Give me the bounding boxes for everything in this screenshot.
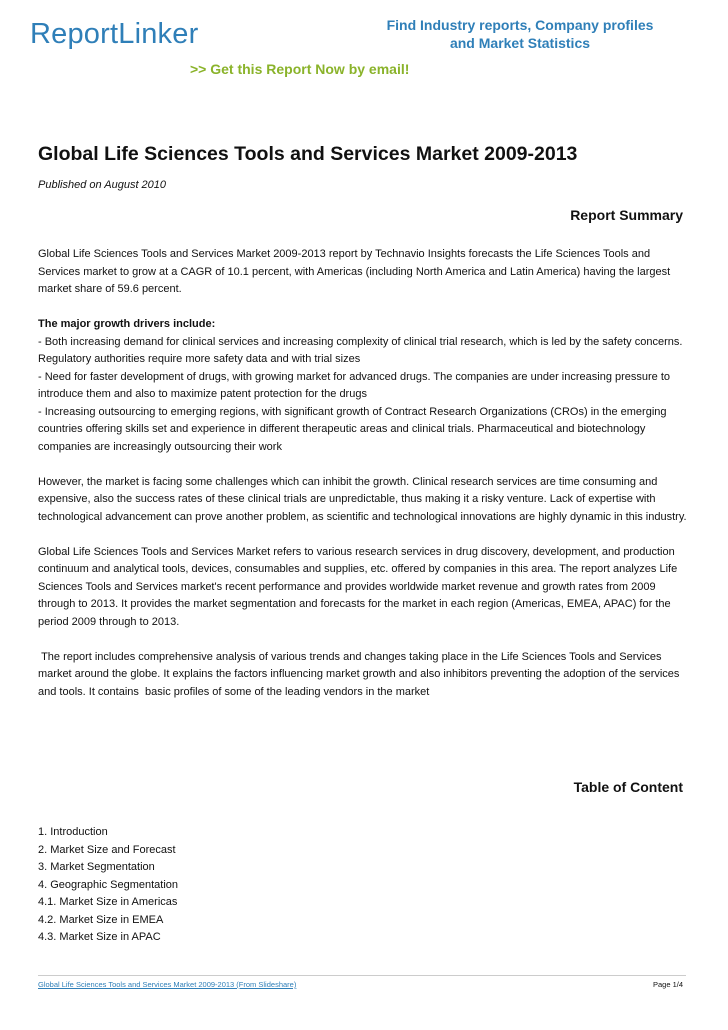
- toc-item: 4. Geographic Segmentation: [38, 878, 179, 891]
- table-of-content-list: [38, 824, 178, 947]
- growth-driver-item: - Both increasing demand for clinical services and increasing complexity of clinical trial research, which is led by the safety concerns. Regulatory authorities require more safety data and with trial sizes: [38, 335, 683, 365]
- reportlinker-logo[interactable]: ReportLinker: [30, 18, 199, 50]
- header-tagline: [380, 16, 660, 52]
- summary-paragraph: However, the market is facing some challenges which can inhibit the growth. Clinical research services are time consuming and expensive, also the success rates of these clinical trials are unpredictable, thus making it a risky venture. Lack of expertise with technological advancement can prove another problem, as scientific and technological innovations are highly dynamic in this industry.: [38, 475, 687, 523]
- footer-divider: [38, 975, 686, 976]
- toc-item: 2. Market Size and Forecast: [38, 843, 176, 856]
- table-of-content-heading: Table of Content: [573, 779, 683, 795]
- tagline-line-1: Find Industry reports, Company profiles: [386, 17, 654, 33]
- toc-item: 4.3. Market Size in APAC: [38, 931, 161, 943]
- tagline-line-2: and Market Statistics: [449, 35, 591, 51]
- report-summary-body: [38, 246, 690, 719]
- toc-item: 3. Market Segmentation: [38, 861, 155, 873]
- published-date: Published on August 2010: [38, 179, 167, 191]
- summary-paragraph: The report includes comprehensive analysis of various trends and changes taking place in the Life Sciences Tools and Services market around the globe. It explains the factors influencing market growth and also inhibitors preventing the adoption of the services and tools. It contains basic profiles of some of the leading vendors in the market: [38, 650, 683, 698]
- footer-source-link[interactable]: Global Life Sciences Tools and Services Market 2009-2013 (From Slideshare): [38, 980, 297, 989]
- toc-item: 4.2. Market Size in EMEA: [38, 913, 164, 926]
- get-report-email-link[interactable]: >> Get this Report Now by email!: [190, 61, 410, 77]
- toc-item: 4.1. Market Size in Americas: [38, 896, 178, 908]
- growth-drivers-block: [38, 316, 690, 456]
- page-number: Page 1/4: [652, 980, 683, 989]
- report-summary-heading: Report Summary: [570, 207, 683, 223]
- summary-paragraph: Global Life Sciences Tools and Services Market refers to various research services in drug discovery, development, and production continuum and analytical tools, devices, consumables and supplies, etc. offered by companies in this area. The report analyzes Life Sciences Tools and Services market's recent performance and provides worldwide market revenue and growth rates from 2009 through to 2013. It provides the market segmentation and forecasts for the market in each region (Americas, EMEA, APAC) for the period 2009 through to 2013.: [38, 545, 678, 628]
- growth-driver-item: - Increasing outsourcing to emerging regions, with significant growth of Contract Research Organizations (CROs) in the emerging countries offering skills set and experience in different therapeutic areas and clinical trials. Pharmaceutical and biotechnology companies are increasingly outsourcing their work: [38, 405, 667, 453]
- growth-drivers-heading: The major growth drivers include:: [38, 318, 216, 330]
- summary-paragraph: Global Life Sciences Tools and Services Market 2009-2013 report by Technavio Insights forecasts the Life Sciences Tools and Services market to grow at a CAGR of 10.1 percent, with Americas (including North America and Latin America) having the largest market share of 59.6 percent.: [38, 248, 671, 295]
- growth-driver-item: - Need for faster development of drugs, with growing market for advanced drugs. The companies are under increasing pressure to introduce them and also to maximize patent protection for the drugs: [38, 370, 671, 400]
- report-title: Global Life Sciences Tools and Services Market 2009-2013: [38, 143, 578, 165]
- toc-item: 1. Introduction: [38, 826, 108, 838]
